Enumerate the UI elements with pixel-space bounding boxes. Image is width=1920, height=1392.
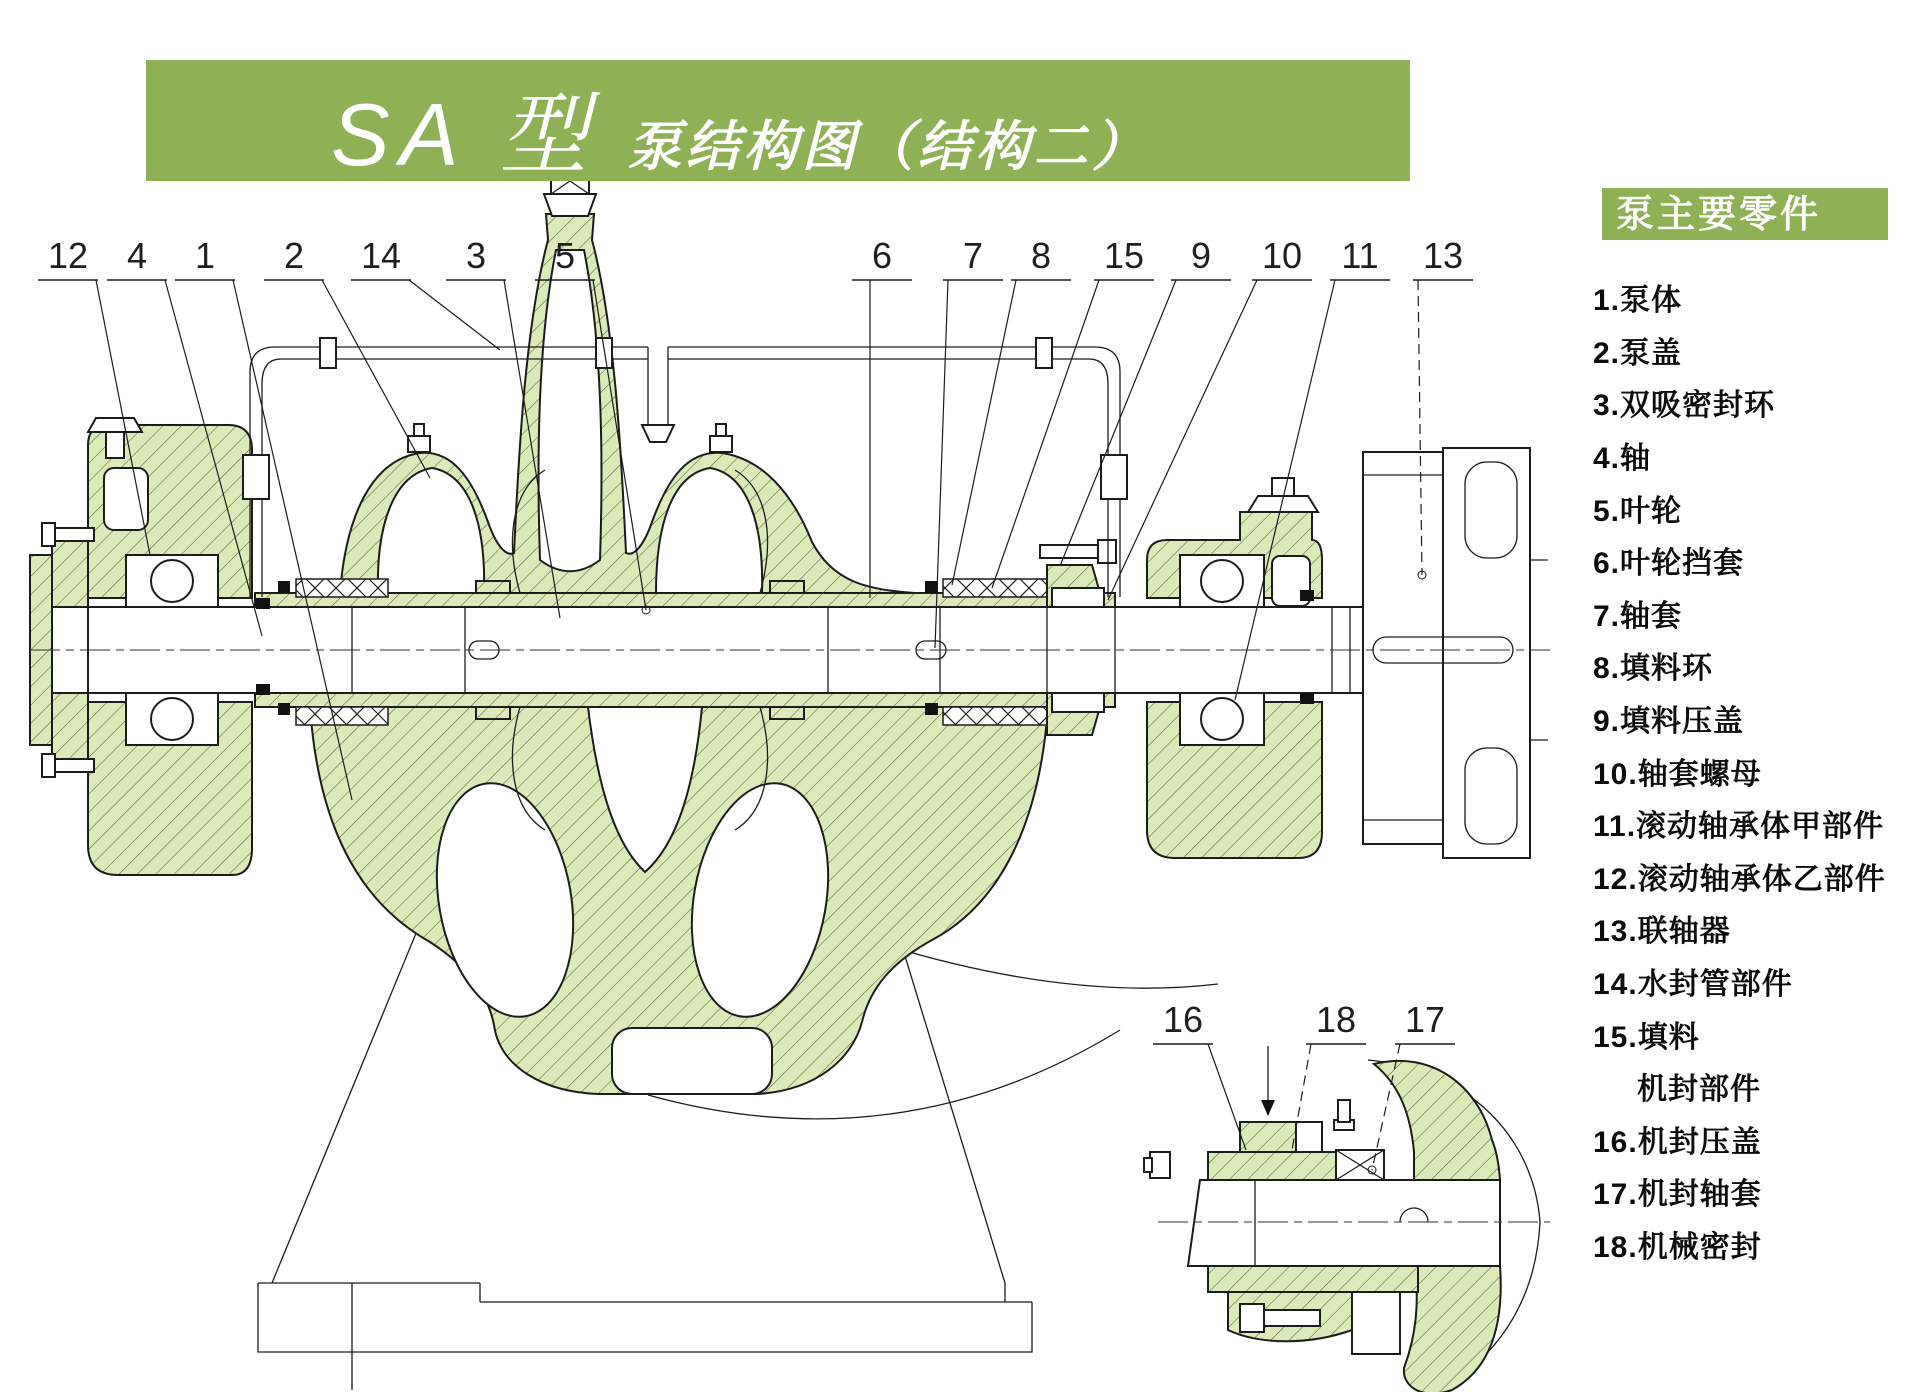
- parts-list-item: 9.填料压盖: [1593, 705, 1745, 739]
- parts-list-item: 8.填料环: [1593, 652, 1714, 686]
- parts-list-item: 17.机封轴套: [1593, 1178, 1762, 1212]
- parts-list-item: 5.叶轮: [1593, 494, 1683, 528]
- pump-model: SA 型: [331, 85, 598, 184]
- callout-leader-line: [409, 280, 500, 350]
- callout-label: 17: [1404, 999, 1446, 1040]
- callout-label: 16: [1162, 999, 1204, 1040]
- callout-label: 7: [962, 235, 984, 276]
- callout-label: 18: [1315, 999, 1357, 1040]
- parts-list-item: 13.联轴器: [1593, 915, 1731, 949]
- parts-list-item: 6.叶轮挡套: [1593, 547, 1745, 581]
- callout-label: 1: [194, 235, 216, 276]
- parts-list-item: 14.水封管部件: [1593, 968, 1793, 1002]
- parts-list-item: 7.轴套: [1593, 599, 1683, 633]
- callout-leader-line: [992, 280, 1099, 588]
- parts-panel-header: 泵主要零件: [1602, 188, 1888, 240]
- coupling: [1363, 448, 1548, 858]
- callout-label: 2: [283, 235, 305, 276]
- callout-label: 8: [1030, 235, 1052, 276]
- callout-label: 4: [126, 235, 148, 276]
- pump-cover-upper-casing: [255, 168, 1115, 607]
- parts-list-item: 11.滚动轴承体甲部件: [1593, 810, 1885, 844]
- parts-list-item: 12.滚动轴承体乙部件: [1593, 862, 1886, 896]
- callout-label: 3: [465, 235, 487, 276]
- parts-list-item: 18.机械密封: [1593, 1230, 1762, 1264]
- callout-label: 14: [360, 235, 402, 276]
- parts-list-item: 4.轴: [1593, 442, 1652, 476]
- callout-label: 12: [47, 235, 89, 276]
- callout-label: 15: [1103, 235, 1145, 276]
- callout-label: 6: [871, 235, 893, 276]
- parts-list-item: 16.机封压盖: [1593, 1125, 1762, 1159]
- callout-label: 9: [1190, 235, 1212, 276]
- callout-label: 11: [1341, 235, 1379, 276]
- parts-list: [1593, 271, 1886, 1270]
- title-banner: [146, 60, 1410, 184]
- callout-label: 10: [1261, 235, 1303, 276]
- page-title: 泵结构图（结构二）: [627, 117, 1150, 177]
- parts-list-item: 3.双吸密封环: [1593, 389, 1776, 423]
- parts-list-item: 1.泵体: [1593, 284, 1683, 318]
- parts-list-item: 2.泵盖: [1593, 336, 1683, 370]
- parts-list-item: 15.填料: [1593, 1020, 1700, 1054]
- callout-label: 13: [1422, 235, 1464, 276]
- callout-leader-line: [1208, 1044, 1246, 1150]
- callout-leader-line: [1060, 280, 1176, 566]
- mechanical-seal-detail-view: [1144, 1046, 1550, 1392]
- parts-list-item: 机封部件: [1637, 1073, 1761, 1107]
- callout-leader-line: [322, 280, 430, 478]
- callout-leader-line: [952, 280, 1016, 585]
- callout-label: 5: [554, 235, 576, 276]
- parts-list-item: 10.轴套螺母: [1593, 757, 1762, 791]
- pump-body-lower-casing: [255, 693, 1115, 1094]
